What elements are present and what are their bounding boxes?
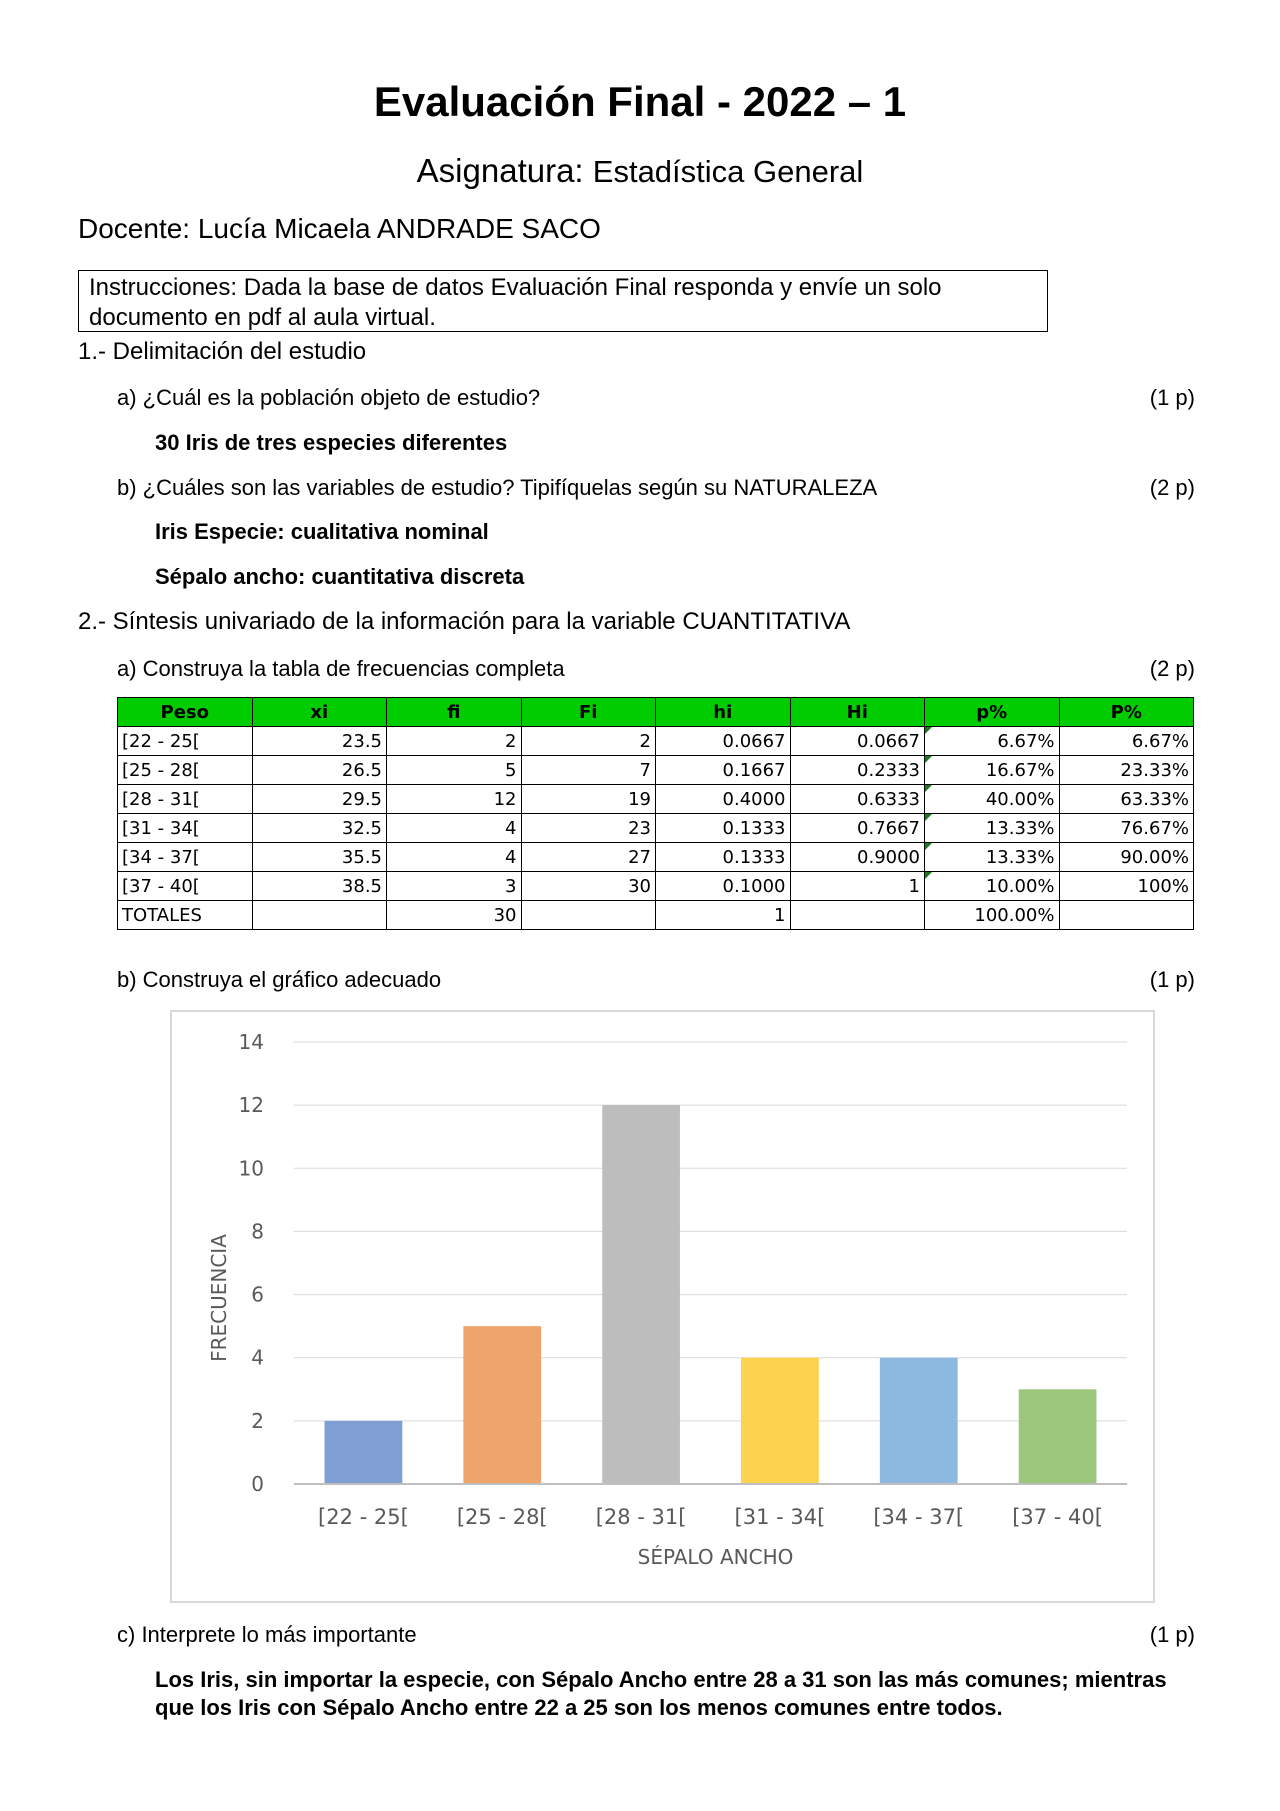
table-cell xyxy=(790,872,925,901)
table-cell xyxy=(656,814,791,843)
question-2b: b) Construya el gráfico adecuado xyxy=(117,967,442,992)
table-cell xyxy=(387,872,522,901)
cell-value: 4 xyxy=(505,846,517,868)
cell-value: 23.5 xyxy=(341,730,382,752)
cell-value: 4 xyxy=(505,817,517,839)
cell-value: 12 xyxy=(493,788,517,810)
table-row xyxy=(118,727,1194,756)
answer-2c: Los Iris, sin importar la especie, con Sépalo Ancho entre 28 a 31 son las más comunes; mientras que los Iris con Sépalo Ancho entre 22 a 25 son los menos comunes entre todos. xyxy=(155,1667,1167,1720)
column-header: Fi xyxy=(521,698,656,727)
bar xyxy=(880,1358,958,1484)
table-cell xyxy=(656,901,791,930)
table-cell xyxy=(521,785,656,814)
cell-value: 0.7667 xyxy=(857,817,920,839)
cell-value: [25 - 28[ xyxy=(122,759,200,781)
cell-value: 0.4000 xyxy=(722,788,786,810)
table-cell xyxy=(925,901,1060,930)
question-1a: a) ¿Cuál es la población objeto de estudio? xyxy=(117,385,541,410)
cell-value: 10.00% xyxy=(985,875,1055,897)
cell-value: [37 - 40[ xyxy=(122,875,200,897)
cell-value: 100% xyxy=(1137,875,1189,897)
table-cell xyxy=(656,756,791,785)
table-cell xyxy=(521,727,656,756)
error-indicator-icon xyxy=(925,843,932,850)
table-row xyxy=(118,756,1194,785)
y-tick-label: 12 xyxy=(238,1093,264,1118)
cell-value: 0.1000 xyxy=(722,875,786,897)
cell-value: 19 xyxy=(628,788,651,810)
table-cell xyxy=(387,901,522,930)
table-cell xyxy=(118,814,253,843)
table-cell xyxy=(521,901,656,930)
table-cell xyxy=(925,756,1060,785)
answer-1b-2: Sépalo ancho: cuantitativa discreta xyxy=(155,564,525,589)
bar xyxy=(463,1326,541,1484)
table-cell xyxy=(790,814,925,843)
column-header: hi xyxy=(656,698,791,727)
x-tick-label: [37 - 40[ xyxy=(1012,1505,1103,1529)
table-cell xyxy=(252,843,387,872)
cell-value: 1 xyxy=(774,904,786,926)
points-1b: (2 p) xyxy=(1149,475,1195,500)
cell-value: 90.00% xyxy=(1120,846,1189,868)
y-tick-label: 14 xyxy=(238,1030,264,1054)
x-tick-label: [34 - 37[ xyxy=(873,1505,965,1529)
answer-1b-1: Iris Especie: cualitativa nominal xyxy=(155,519,489,544)
table-cell xyxy=(252,785,387,814)
column-header: Peso xyxy=(118,698,253,727)
cell-value: 0.0667 xyxy=(722,730,786,752)
table-cell xyxy=(387,727,522,756)
table-cell xyxy=(1059,814,1194,843)
table-row xyxy=(118,843,1194,872)
column-header: fi xyxy=(387,698,522,727)
table-cell xyxy=(1059,727,1194,756)
x-tick-label: [31 - 34[ xyxy=(734,1505,826,1529)
points-2a: (2 p) xyxy=(1149,656,1195,681)
table-header-row xyxy=(118,698,1194,727)
y-tick-label: 4 xyxy=(251,1345,264,1370)
cell-value: 63.33% xyxy=(1120,788,1189,810)
cell-value: 5 xyxy=(505,759,517,781)
table-cell xyxy=(656,785,791,814)
table-cell xyxy=(656,843,791,872)
table-cell xyxy=(790,756,925,785)
error-indicator-icon xyxy=(925,872,932,879)
table-cell xyxy=(252,901,387,930)
cell-value: TOTALES xyxy=(122,904,202,926)
table-cell xyxy=(118,756,253,785)
table-cell xyxy=(1059,872,1194,901)
cell-value: 38.5 xyxy=(341,875,382,897)
table-row xyxy=(118,785,1194,814)
x-tick-label: [28 - 31[ xyxy=(595,1505,687,1529)
cell-value: 0.9000 xyxy=(857,846,920,868)
table-cell xyxy=(118,843,253,872)
error-indicator-icon xyxy=(925,727,932,734)
cell-value: [22 - 25[ xyxy=(122,730,200,752)
table-cell xyxy=(925,727,1060,756)
cell-value: [31 - 34[ xyxy=(122,817,200,839)
x-axis-title: SÉPALO ANCHO xyxy=(637,1545,794,1569)
table-cell xyxy=(925,843,1060,872)
error-indicator-icon xyxy=(925,814,932,821)
table-cell xyxy=(1059,756,1194,785)
table-cell xyxy=(656,872,791,901)
cell-value: 26.5 xyxy=(341,759,382,781)
teacher-line: Docente: Lucía Micaela ANDRADE SACO xyxy=(78,213,601,244)
error-indicator-icon xyxy=(925,756,932,763)
cell-value: 32.5 xyxy=(341,817,382,839)
cell-value: [28 - 31[ xyxy=(122,788,200,810)
bar xyxy=(1019,1389,1097,1484)
table-cell xyxy=(387,756,522,785)
y-axis-title: FRECUENCIA xyxy=(207,1234,231,1362)
points-1a: (1 p) xyxy=(1149,385,1195,410)
column-header: P% xyxy=(1059,698,1194,727)
table-cell xyxy=(790,727,925,756)
frequency-bar-chart xyxy=(172,1012,1153,1601)
question-2c: c) Interprete lo más importante xyxy=(117,1622,417,1647)
section2-title: 2.- Síntesis univariado de la información para la variable CUANTITATIVA xyxy=(78,608,851,635)
table-cell xyxy=(118,872,253,901)
cell-value: 40.00% xyxy=(985,788,1055,810)
table-cell xyxy=(118,785,253,814)
table-cell xyxy=(925,872,1060,901)
table-cell xyxy=(1059,843,1194,872)
y-tick-label: 10 xyxy=(238,1156,264,1181)
cell-value: 30 xyxy=(628,875,651,897)
cell-value: 6.67% xyxy=(997,730,1055,752)
cell-value: 76.67% xyxy=(1120,817,1189,839)
table-cell xyxy=(118,901,253,930)
bar xyxy=(325,1421,403,1484)
table-cell xyxy=(252,756,387,785)
cell-value: 35.5 xyxy=(341,846,382,868)
column-header: Hi xyxy=(790,698,925,727)
table-cell xyxy=(790,843,925,872)
table-cell xyxy=(387,843,522,872)
cell-value: 0.1333 xyxy=(722,846,786,868)
x-tick-label: [25 - 28[ xyxy=(456,1505,548,1529)
chart-frame xyxy=(170,1010,1155,1603)
cell-value: 0.2333 xyxy=(857,759,920,781)
cell-value: 7 xyxy=(639,759,651,781)
cell-value: 16.67% xyxy=(985,759,1055,781)
cell-value: 0.1333 xyxy=(722,817,786,839)
cell-value: [34 - 37[ xyxy=(122,846,200,868)
table-cell xyxy=(925,785,1060,814)
y-tick-label: 0 xyxy=(251,1472,264,1496)
cell-value: 13.33% xyxy=(985,846,1055,868)
cell-value: 2 xyxy=(639,730,651,752)
table-cell xyxy=(925,814,1060,843)
cell-value: 29.5 xyxy=(341,788,382,810)
table-cell xyxy=(521,756,656,785)
error-indicator-icon xyxy=(925,785,932,792)
table-row xyxy=(118,814,1194,843)
y-tick-label: 2 xyxy=(251,1408,264,1433)
column-header: xi xyxy=(252,698,387,727)
table-cell xyxy=(1059,785,1194,814)
table-cell xyxy=(521,843,656,872)
subject-line xyxy=(0,152,1280,190)
cell-value: 2 xyxy=(505,730,517,752)
question-1b: b) ¿Cuáles son las variables de estudio? Tipifíquelas según su NATURALEZA xyxy=(117,475,878,500)
table-cell xyxy=(790,785,925,814)
table-row xyxy=(118,872,1194,901)
table-cell xyxy=(252,727,387,756)
page-title: Evaluación Final - 2022 – 1 xyxy=(373,78,907,125)
totals-row xyxy=(118,901,1194,930)
column-header: p% xyxy=(925,698,1060,727)
points-2c: (1 p) xyxy=(1149,1622,1195,1647)
cell-value: 13.33% xyxy=(985,817,1055,839)
cell-value: 6.67% xyxy=(1131,730,1189,752)
y-tick-label: 6 xyxy=(251,1282,264,1307)
cell-value: 23 xyxy=(628,817,651,839)
x-tick-label: [22 - 25[ xyxy=(318,1505,409,1529)
table-cell xyxy=(521,814,656,843)
cell-value: 27 xyxy=(628,846,651,868)
table-cell xyxy=(656,727,791,756)
cell-value: 100.00% xyxy=(974,904,1055,926)
subject-value: Estadística General xyxy=(592,154,864,189)
table-cell xyxy=(252,872,387,901)
cell-value: 1 xyxy=(908,875,920,897)
cell-value: 0.1667 xyxy=(722,759,786,781)
cell-value: 30 xyxy=(493,904,517,926)
table-cell xyxy=(387,785,522,814)
question-2a: a) Construya la tabla de frecuencias completa xyxy=(117,656,565,681)
cell-value: 23.33% xyxy=(1120,759,1189,781)
bar xyxy=(741,1358,819,1484)
y-tick-label: 8 xyxy=(251,1219,264,1244)
table-cell xyxy=(252,814,387,843)
cell-value: 3 xyxy=(505,875,517,897)
table-cell xyxy=(118,727,253,756)
subject-label: Asignatura: xyxy=(416,152,584,189)
table-cell xyxy=(790,901,925,930)
cell-value: 0.6333 xyxy=(857,788,920,810)
cell-value: 0.0667 xyxy=(857,730,920,752)
frequency-table xyxy=(117,697,1194,930)
table-cell xyxy=(1059,901,1194,930)
table-cell xyxy=(521,872,656,901)
points-2b: (1 p) xyxy=(1149,967,1195,992)
answer-1a: 30 Iris de tres especies diferentes xyxy=(155,430,508,455)
instructions-box: Instrucciones: Dada la base de datos Evaluación Final responda y envíe un solo documento en pdf al aula virtual. xyxy=(78,270,1048,332)
bar xyxy=(602,1105,680,1484)
table-cell xyxy=(387,814,522,843)
section1-title: 1.- Delimitación del estudio xyxy=(78,338,367,365)
